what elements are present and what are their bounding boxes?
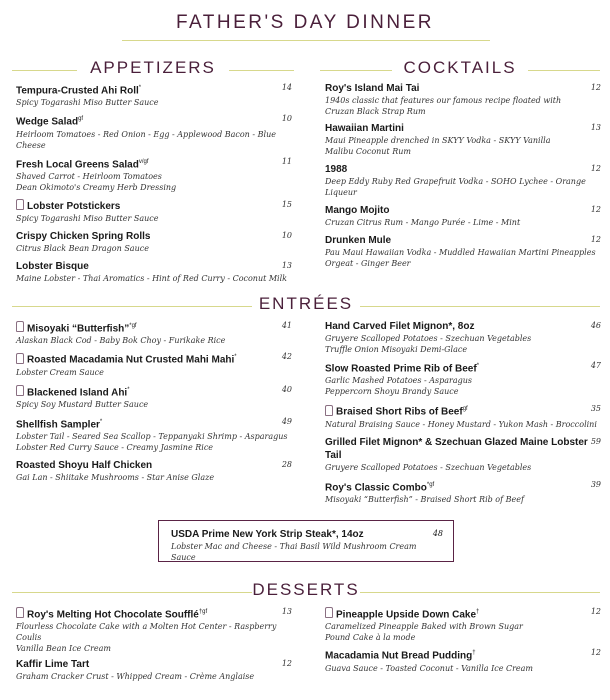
title-underline: [122, 40, 490, 41]
menu-item: [325, 82, 601, 117]
menu-item: [16, 260, 292, 284]
item-desc: Gruyere Scalloped Potatoes - Szechuan Vegetables Truffle Onion Misoyaki Demi-Glace: [325, 334, 532, 354]
appetizers-heading: [12, 58, 294, 82]
item-desc: Caramelized Pineapple Baked with Brown Sugar Pound Cake à la mode: [325, 622, 523, 643]
item-desc: Misoyaki “Butterfish” - Braised Short Rib of Beef: [325, 494, 524, 504]
item-desc: Spicy Soy Mustard Butter Sauce: [16, 399, 149, 409]
menu-item: [16, 320, 292, 346]
item-name-text: Kaffir Lime Tart: [16, 659, 90, 671]
item-name: [325, 234, 601, 247]
menu-item: [325, 403, 601, 429]
menu-item: [325, 360, 601, 397]
item-name-text: Tempura-Crusted Ahi Roll: [16, 85, 139, 97]
item-price: 41: [281, 321, 292, 330]
item-mark: gf: [462, 406, 468, 413]
entrees-left-list: [16, 320, 292, 483]
item-name: [325, 360, 601, 375]
item-name-text: Drunken Mule: [325, 235, 392, 246]
item-price: 40: [281, 384, 292, 394]
item-desc: Shaved Carrot - Heirloom Tomatoes Dean Okimoto's Creamy Herb Dressing: [16, 171, 177, 192]
menu-item: [325, 163, 601, 198]
item-name: [16, 82, 292, 97]
item-name-text: Pineapple Upside Down Cake: [336, 609, 477, 621]
item-price: 35: [590, 404, 601, 414]
item-name: [325, 204, 601, 217]
featured-name: USDA Prime New York Strip Steak*, 14oz: [171, 529, 364, 540]
item-name-text: Roy's Island Mai Tai: [325, 83, 420, 94]
desserts-left-list: [16, 606, 292, 682]
item-name-text: Roy's Melting Hot Chocolate Soufflé: [27, 609, 199, 621]
signature-icon: [16, 199, 24, 210]
item-desc: Garlic Mashed Potatoes - Asparagus Peppercorn Shoyu Brandy Sauce: [325, 376, 473, 397]
item-name-text: Fresh Local Greens Salad: [16, 158, 139, 170]
item-price: 15: [281, 199, 292, 209]
desserts-heading: [12, 580, 600, 604]
menu-item: [16, 416, 292, 453]
item-name: [16, 199, 292, 213]
item-name: [325, 320, 601, 333]
signature-icon: [16, 607, 24, 618]
item-name: [325, 479, 601, 494]
item-mark: v/gf: [138, 158, 149, 165]
item-price: 13: [590, 123, 601, 132]
item-name-text: Hawaiian Martini: [325, 123, 404, 134]
item-desc: Natural Braising Sauce - Honey Mustard - Yukon Mash - Broccolini: [325, 419, 597, 429]
item-price: 13: [281, 260, 292, 270]
item-name: [16, 606, 292, 621]
item-name-text: Lobster Bisque: [16, 260, 89, 272]
item-desc: Alaskan Black Cod - Baby Bok Choy - Furikake Rice: [16, 336, 226, 346]
item-name-text: Grilled Filet Mignon* & Szechuan Glazed Maine Lobster Tail: [325, 436, 588, 461]
cocktails-list: [325, 82, 601, 269]
item-desc: Pau Maui Hawaiian Vodka - Muddled Hawaiian Martini Pineapples Orgeat - Ginger Beer: [325, 248, 596, 268]
item-desc: Lobster Cream Sauce: [16, 367, 104, 377]
item-name-text: Roasted Shoyu Half Chicken: [16, 460, 153, 472]
menu-item: [16, 113, 292, 150]
menu-item: [325, 479, 601, 505]
item-name: [16, 113, 292, 128]
item-mark: *: [138, 85, 142, 91]
item-price: 11: [281, 156, 292, 166]
item-price: 28: [281, 460, 292, 470]
item-name-text: Lobster Potstickers: [27, 200, 121, 212]
item-price: 12: [590, 164, 601, 173]
item-name: [16, 260, 292, 273]
menu-item: [16, 156, 292, 193]
item-desc: Deep Eddy Ruby Red Grapefruit Vodka - SOHO Lychee - Orange Liqueur: [325, 177, 586, 197]
item-desc: Flourless Chocolate Cake with a Molten Hot Center - Raspberry Coulis Vanilla Bean Ice Cream: [16, 622, 277, 654]
menu-item: [325, 320, 601, 355]
item-name: [16, 230, 292, 243]
item-name-text: Macadamia Nut Bread Pudding: [325, 650, 473, 662]
item-mark: †: [476, 609, 480, 615]
menu-item: [325, 234, 601, 269]
item-name-text: Crispy Chicken Spring Rolls: [16, 230, 151, 242]
menu-item: [16, 384, 292, 410]
cocktails-heading: [320, 58, 600, 82]
item-name: [325, 82, 601, 95]
item-desc: Heirloom Tomatoes - Red Onion - Egg - Applewood Bacon - Blue Cheese: [16, 129, 276, 150]
item-mark: *gf: [129, 323, 137, 329]
item-desc: Spicy Togarashi Miso Butter Sauce: [16, 98, 159, 108]
menu-item: [16, 658, 292, 682]
item-price: 10: [281, 114, 292, 124]
menu-item: [16, 606, 292, 654]
item-price: 42: [281, 352, 292, 362]
item-mark: *: [99, 418, 103, 425]
menu-item: [16, 459, 292, 483]
appetizers-list: [16, 82, 292, 284]
item-name-text: Mango Mojito: [325, 205, 390, 216]
entrees-label: ENTRÉES: [258, 294, 354, 313]
item-price: 49: [281, 416, 292, 426]
item-desc: Spicy Togarashi Miso Butter Sauce: [16, 213, 159, 223]
desserts-right-list: [325, 606, 601, 674]
item-mark: gf: [78, 116, 84, 123]
item-mark: †: [472, 650, 476, 657]
item-desc: Maine Lobster - Thai Aromatics - Hint of Red Curry - Coconut Milk: [16, 273, 288, 283]
item-desc: Graham Cracker Crust - Whipped Cream - Crème Anglaise: [16, 672, 255, 682]
item-price: 47: [590, 361, 601, 370]
item-name: [325, 163, 601, 176]
item-price: 10: [281, 230, 292, 240]
item-price: 12: [281, 659, 292, 669]
item-name-text: 1988: [325, 164, 348, 175]
item-name: [16, 320, 292, 335]
menu-item: [325, 647, 601, 673]
item-name: [16, 658, 292, 671]
item-name-text: Braised Short Ribs of Beef: [336, 406, 463, 418]
featured-steak-box: [158, 520, 454, 562]
featured-desc: Lobster Mac and Cheese - Thai Basil Wild Mushroom Cream Sauce: [171, 542, 417, 562]
item-mark: *gf: [426, 481, 435, 488]
item-mark: †gf: [198, 609, 208, 615]
signature-icon: [16, 353, 24, 364]
item-price: 12: [590, 205, 601, 214]
item-mark: *: [127, 386, 130, 393]
page-title: FATHER'S DAY DINNER: [175, 12, 435, 33]
item-mark: *: [476, 363, 480, 369]
item-price: 14: [281, 83, 292, 92]
menu-item: [325, 606, 601, 643]
item-desc: Gruyere Scalloped Potatoes - Szechuan Vegetables: [325, 462, 532, 472]
menu-item: [325, 122, 601, 157]
featured-price: 48: [432, 529, 443, 538]
item-price: 12: [590, 648, 601, 658]
item-desc: Cruzan Citrus Rum - Mango Purée - Lime - Mint: [325, 218, 521, 227]
entrees-right-list: [325, 320, 601, 505]
item-price: 59: [590, 436, 601, 446]
item-name-text: Hand Carved Filet Mignon*, 8oz: [325, 321, 475, 332]
item-desc: Guava Sauce - Toasted Coconut - Vanilla Ice Cream: [325, 663, 534, 673]
item-name: [325, 647, 601, 662]
signature-icon: [16, 385, 24, 396]
item-desc: 1940s classic that features our famous recipe floated with Cruzan Black Strap Rum: [325, 96, 562, 116]
signature-icon: [325, 405, 333, 416]
item-price: 13: [281, 607, 292, 616]
signature-icon: [325, 607, 333, 618]
item-name-text: Roy's Classic Combo: [325, 481, 427, 493]
item-name: [16, 384, 292, 399]
item-name-text: Misoyaki “Butterfish”: [27, 323, 130, 335]
menu-item: [325, 204, 601, 228]
item-name: [325, 122, 601, 135]
menu-item: [16, 199, 292, 224]
item-desc: Citrus Black Bean Dragon Sauce: [16, 243, 149, 253]
menu-item: [325, 436, 601, 473]
item-price: 12: [590, 607, 601, 616]
item-name-text: Shellfish Sampler: [16, 419, 100, 431]
item-desc: Lobster Tail - Seared Sea Scallop - Teppanyaki Shrimp - Asparagus Lobster Red Curry Sauce - Creamy Jasmine Rice: [16, 432, 288, 453]
item-mark: *: [234, 354, 237, 361]
menu-item: [16, 351, 292, 377]
appetizers-label: APPETIZERS: [90, 58, 216, 77]
item-name-text: Slow Roasted Prime Rib of Beef: [325, 363, 477, 375]
item-name: [325, 403, 601, 418]
desserts-label: DESSERTS: [252, 580, 360, 599]
cocktails-label: COCKTAILS: [403, 58, 517, 77]
item-name: [16, 459, 292, 472]
item-price: 46: [590, 321, 601, 330]
item-price: 12: [590, 83, 601, 92]
item-name-text: Blackened Island Ahi: [27, 386, 128, 398]
item-name-text: Roasted Macadamia Nut Crusted Mahi Mahi: [27, 354, 235, 366]
item-name: [325, 606, 601, 621]
item-desc: Gai Lan - Shiitake Mushrooms - Star Anise Glaze: [16, 473, 215, 483]
item-name: [16, 156, 292, 171]
entrees-heading: [12, 294, 600, 318]
menu-item: [16, 82, 292, 108]
item-name: [325, 436, 601, 462]
item-price: 39: [590, 479, 601, 489]
item-name: [16, 351, 292, 366]
signature-icon: [16, 321, 24, 332]
menu-item: [16, 230, 292, 254]
item-price: 12: [590, 235, 601, 244]
item-name: [16, 416, 292, 431]
item-name-text: Wedge Salad: [16, 116, 79, 128]
item-desc: Maui Pineapple drenched in SKYY Vodka - SKYY Vanilla Malibu Coconut Rum: [325, 136, 551, 156]
